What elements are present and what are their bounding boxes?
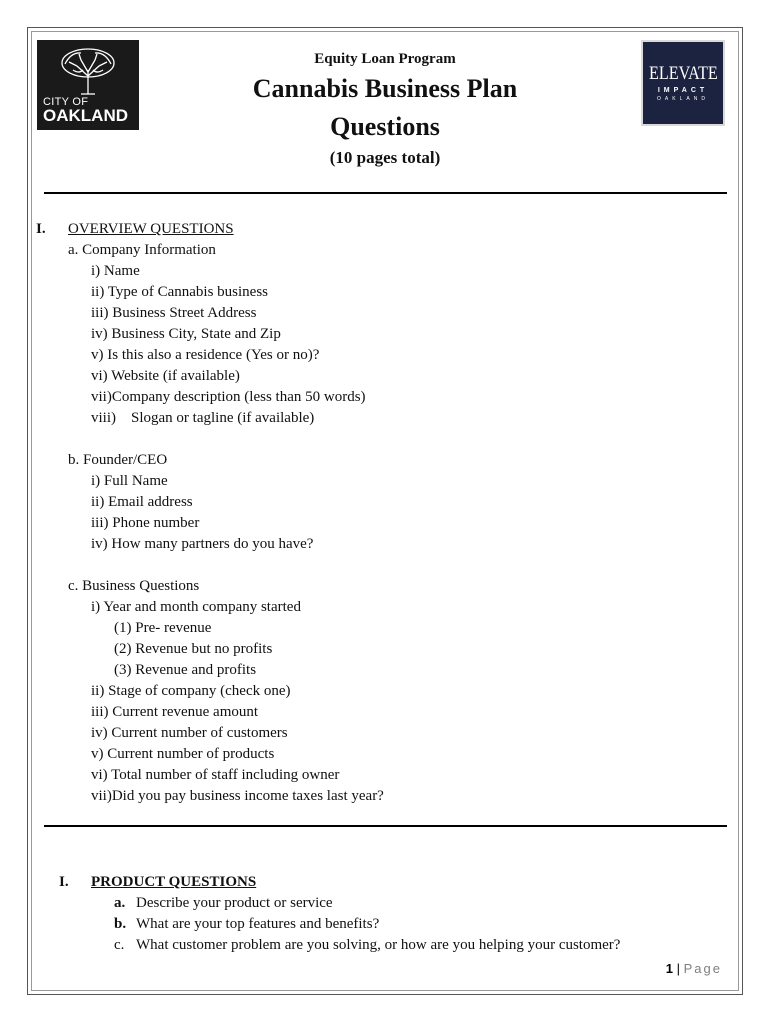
item-letter: b. [114,916,127,932]
list-item: vii)Did you pay business income taxes last year? [91,788,384,804]
list-item: (3) Revenue and profits [114,662,257,678]
list-item: vi) Website (if available) [91,368,240,384]
list-item: (1) Pre- revenue [114,620,212,636]
section2-numeral: I. [59,874,69,890]
divider-top [44,192,727,194]
list-item: v) Current number of products [91,746,275,762]
logo-elevate-text: ELEVATE [649,63,718,84]
page-label: Page [683,961,722,976]
list-item: iv) How many partners do you have? [91,536,314,552]
program-name: Equity Loan Program [314,51,456,67]
item-letter: a. [114,895,126,911]
list-item: i) Name [91,263,140,279]
list-item: What are your top features and benefits? [136,916,380,932]
list-item: v) Is this also a residence (Yes or no)? [91,347,320,363]
page-footer [666,961,722,977]
logo-oakland-small-text: OAKLAND [657,96,709,102]
subsection-b-label: b. Founder/CEO [68,452,168,468]
subsection-c-label: c. Business Questions [68,578,200,594]
list-item: iv) Business City, State and Zip [91,326,281,342]
section2-title: PRODUCT QUESTIONS [91,874,257,890]
logo-oakland-text: OAKLAND [43,106,128,125]
logo-city-of-text: CITY OF [43,96,89,108]
list-item: iii) Phone number [91,515,200,531]
subsection-a-label: a. Company Information [68,242,216,258]
list-item: ii) Stage of company (check one) [91,683,291,699]
document-title-line2: Questions [330,112,440,141]
page-number: 1 [665,961,673,976]
list-item: viii) Slogan or tagline (if available) [91,410,315,426]
list-item: Describe your product or service [136,895,333,911]
list-item: vii)Company description (less than 50 words) [91,389,366,405]
list-item: iv) Current number of customers [91,725,288,741]
list-item: i) Year and month company started [91,599,301,615]
list-item: i) Full Name [91,473,168,489]
list-item: iii) Current revenue amount [91,704,259,720]
page-separator: | [676,961,680,976]
list-item: vi) Total number of staff including owner [91,767,340,783]
list-item: What customer problem are you solving, or how are you helping your customer? [136,937,621,953]
logo-impact-text: IMPACT [657,87,709,94]
pages-note: (10 pages total) [329,148,441,167]
list-item: (2) Revenue but no profits [114,641,273,657]
list-item: iii) Business Street Address [91,305,257,321]
list-item: ii) Type of Cannabis business [91,284,268,300]
divider-middle [44,825,727,827]
list-item: ii) Email address [91,494,193,510]
document-title: Cannabis Business Plan [252,74,518,103]
section1-numeral: I. [36,221,46,237]
section1-title: OVERVIEW QUESTIONS [68,221,234,237]
item-letter: c. [114,937,125,953]
page-border-inner [31,31,739,991]
